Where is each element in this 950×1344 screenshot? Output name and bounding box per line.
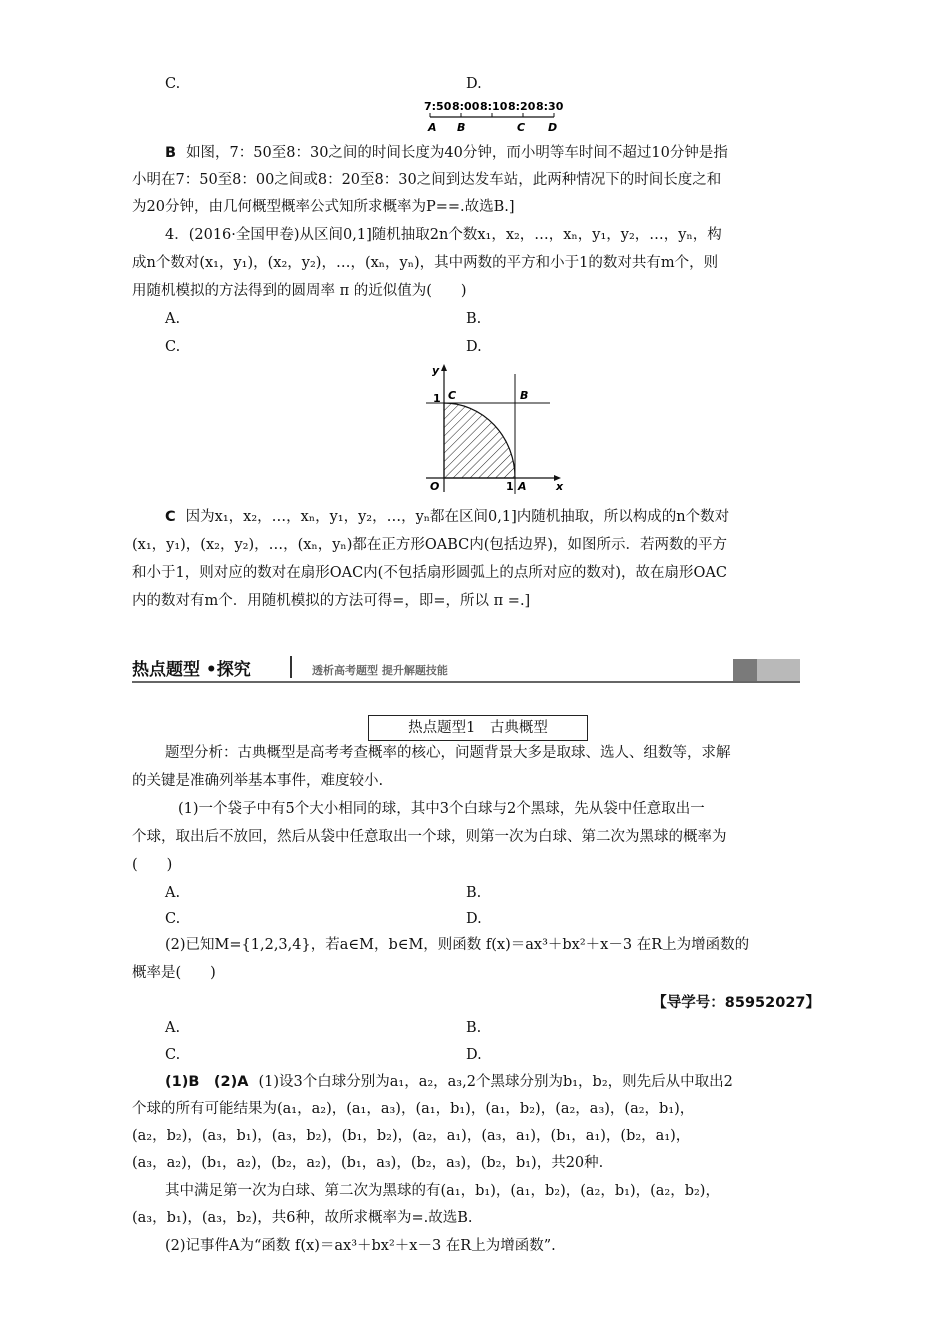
x-axis-label: x [556, 480, 564, 493]
q3-answer-line [165, 143, 855, 163]
p1-option-d: D. [466, 911, 482, 927]
time-label: 8:20 [508, 100, 536, 113]
problem1-line: 个球，取出后不放回，然后从袋中任意取出一个球，则第一次为白球、第二次为黑球的概率为 [132, 829, 727, 845]
solution-line: 个球的所有可能结果为(a₁，a₂)，(a₁，a₃)，(a₁，b₁)，(a₁，b₂)，(a₂，a₃)，(a₂，b₁)， [132, 1101, 695, 1117]
shaded-sector [444, 403, 515, 478]
point-b-label: B [520, 389, 529, 402]
answer-head: (1)B (2)A [165, 1074, 249, 1090]
solution-line [165, 1072, 855, 1092]
tick-label-x: 1 [506, 480, 514, 493]
p1-option-c: C. [165, 911, 181, 927]
q4-answer-line [165, 507, 855, 527]
q3-option-c: C. [165, 76, 181, 92]
analysis-line: 的关键是准确列举基本事件，难度较小. [132, 773, 384, 789]
q4-option-b: B. [466, 311, 482, 327]
q4-answer-line: 和小于1，则对应的数对在扇形OAC内(不包括扇形圆弧上的点所对应的数对)，故在扇形OAC [132, 565, 727, 581]
q4-stem-line: 用随机模拟的方法得到的圆周率 π 的近似值为( ) [132, 283, 467, 299]
problem2-line: 概率是( ) [132, 965, 216, 981]
point-label: A [428, 121, 437, 134]
q4-answer-line: (x₁，y₁)，(x₂，y₂)，…，(xₙ，yₙ)都在正方形OABC内(包括边界)，如图所示．若两数的平方 [132, 537, 728, 553]
q4-stem-line: 成n个数对(x₁，y₁)，(x₂，y₂)，…，(xₙ，yₙ)，其中两数的平方和小于1的数对共有m个，则 [132, 255, 719, 271]
tick-label-y: 1 [433, 392, 441, 405]
header-decoration-dark [733, 659, 757, 681]
q4-option-c: C. [165, 339, 181, 355]
time-label: 8:00 [452, 100, 480, 113]
q3-answer-line: 为20分钟，由几何概型概率公式知所求概率为P==.故选B.] [132, 199, 515, 215]
q4-answer-line: 内的数对有m个．用随机模拟的方法可得=，即=，所以 π =.] [132, 593, 531, 609]
timeline-figure [418, 96, 568, 136]
solution-line: (a₃，a₂)，(b₁，a₂)，(b₂，a₂)，(b₁，a₃)，(b₂，a₃)，(b₂，b₁)，共20种. [132, 1155, 604, 1171]
point-label: B [457, 121, 466, 134]
p2-option-c: C. [165, 1047, 181, 1063]
section-title: 热点题型 •探究 [132, 660, 251, 680]
guide-number: 【导学号：85952027】 [652, 995, 820, 1011]
problem1-line: (1)一个袋子中有5个大小相同的球，其中3个白球与2个黑球，先从袋中任意取出一 [178, 801, 705, 817]
q3-option-d: D. [466, 76, 482, 92]
section-divider [290, 656, 292, 678]
p2-option-b: B. [466, 1020, 482, 1036]
q3-answer-letter: B [165, 145, 177, 161]
section-subtitle: 透析高考题型 提升解题技能 [312, 664, 448, 677]
analysis-line: 题型分析：古典概型是高考考查概率的核心，问题背景大多是取球、选人、组数等，求解 [165, 745, 731, 761]
solution-line: (a₃，b₁)，(a₃，b₂)，共6种，故所求概率为=.故选B. [132, 1210, 473, 1226]
solution-line: 其中满足第一次为白球、第二次为黑球的有(a₁，b₁)，(a₁，b₂)，(a₂，b₁)，(a₂，b₂)， [165, 1183, 720, 1199]
point-label: D [548, 121, 558, 134]
point-a-label: A [518, 480, 527, 493]
header-decoration-light [757, 659, 800, 681]
time-label: 8:10 [480, 100, 508, 113]
origin-label: O [430, 480, 440, 493]
solution-line: (a₂，b₂)，(a₃，b₁)，(a₃，b₂)，(b₁，b₂)，(a₂，a₁)，(a₃，a₁)，(b₁，a₁)，(b₂，a₁)， [132, 1128, 691, 1144]
q4-stem-line: 4．(2016·全国甲卷)从区间0,1]随机抽取2n个数x₁，x₂，…，xₙ，y₁，y₂，…，yₙ，构 [165, 227, 722, 243]
time-label: 8:30 [536, 100, 564, 113]
problem1-line: ( ) [132, 857, 173, 873]
solution-text: (1)设3个白球分别为a₁，a₂，a₃,2个黑球分别为b₁，b₂，则先后从中取出2 [258, 1074, 733, 1090]
p2-option-a: A. [165, 1020, 181, 1036]
quarter-circle-figure [418, 360, 568, 498]
q4-answer-letter: C [165, 509, 176, 525]
q4-option-a: A. [165, 311, 181, 327]
q3-answer-line: 小明在7：50至8：00之间或8：20至8：30之间到达发车站，此两种情况下的时间长度之和 [132, 172, 722, 188]
y-axis-arrow [441, 364, 447, 371]
p2-option-d: D. [466, 1047, 482, 1063]
problem2-line: (2)已知M={1,2,3,4}，若a∈M，b∈M，则函数 f(x)＝ax³＋bx²＋x－3 在R上为增函数的 [165, 937, 750, 953]
point-c-label: C [448, 389, 457, 402]
y-axis-label: y [432, 364, 440, 377]
topic-box-title: 热点题型1 古典概型 [368, 715, 588, 741]
q3-answer-text: 如图，7：50至8：30之间的时间长度为40分钟，而小明等车时间不超过10分钟是指 [186, 145, 728, 161]
q4-answer-text: 因为x₁，x₂，…，xₙ，y₁，y₂，…，yₙ都在区间0,1]内随机抽取，所以构成的n个数对 [185, 509, 730, 525]
p1-option-b: B. [466, 885, 482, 901]
q4-option-d: D. [466, 339, 482, 355]
p1-option-a: A. [165, 885, 181, 901]
point-label: C [517, 121, 526, 134]
solution-line: (2)记事件A为“函数 f(x)＝ax³＋bx²＋x－3 在R上为增函数”. [165, 1238, 556, 1254]
time-label: 7:50 [424, 100, 452, 113]
section-rule [132, 681, 800, 683]
